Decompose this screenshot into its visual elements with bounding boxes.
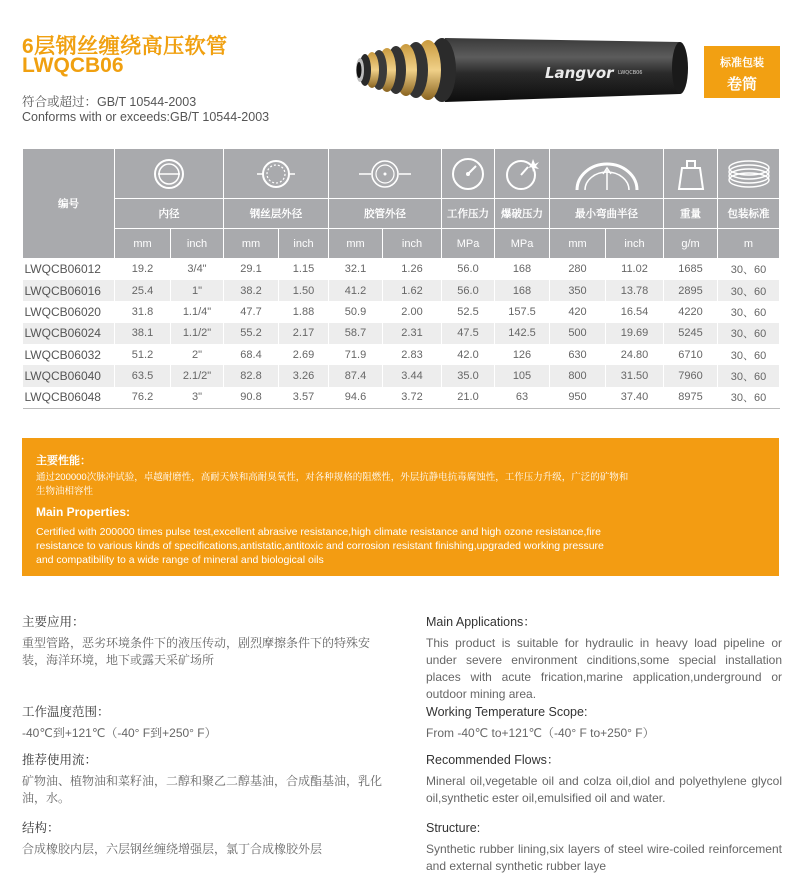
table-cell: 19.69	[606, 323, 664, 344]
flows-en	[426, 752, 782, 807]
table-cell: 157.5	[495, 301, 550, 322]
table-cell: 6710	[664, 344, 718, 365]
table-cell: 168	[495, 259, 550, 280]
unit-cell: m	[718, 229, 780, 259]
col-inner-diameter: 内径	[115, 199, 224, 229]
packaging-badge-line2: 卷筒	[726, 76, 757, 93]
temperature-en	[426, 704, 782, 742]
table-cell: 1.88	[279, 301, 329, 322]
table-cell: 350	[550, 280, 606, 301]
table-cell: 2.00	[383, 301, 442, 322]
properties-text-en: Certified with 200000 times pulse test,excellent abrasive resistance,high climate resistance and high ozone resistance,fire resistance to various kinds of specifications,antistatic,antitoxic and corrosion resistant finishing,upgraded working pressure and compatibility to a wide range of mineral and biological oils	[36, 526, 604, 566]
product-code-cell: LWQCB06024	[23, 323, 115, 344]
unit-cell: g/m	[664, 229, 718, 259]
table-cell: 94.6	[329, 387, 383, 408]
table-cell: 30、60	[718, 323, 780, 344]
burst-icon-cell	[495, 149, 550, 199]
product-code-cell: LWQCB06020	[23, 301, 115, 322]
inner-diameter-icon	[151, 156, 187, 192]
wire-layer-diameter-icon	[255, 156, 297, 192]
table-cell: 3.72	[383, 387, 442, 408]
table-cell: 21.0	[442, 387, 495, 408]
packaging-badge-line1: 标准包装	[720, 57, 764, 69]
table-cell: 2895	[664, 280, 718, 301]
table-row	[23, 280, 780, 301]
bend-icon-cell	[550, 149, 664, 199]
table-cell: 1.1/2"	[171, 323, 224, 344]
col-weight: 重量	[664, 199, 718, 229]
table-cell: 2.31	[383, 323, 442, 344]
structure-en	[426, 820, 782, 875]
hose-outer-diameter-icon	[357, 156, 413, 192]
table-cell: 800	[550, 365, 606, 386]
table-cell: 2.1/2"	[171, 365, 224, 386]
table-cell: 19.2	[115, 259, 171, 280]
col-hose-od: 胶管外径	[329, 199, 442, 229]
section-heading: 工作温度范围：	[22, 705, 110, 719]
table-cell: 38.1	[115, 323, 171, 344]
standard-cn: 符合或超过：GB/T 10544-2003	[22, 95, 197, 109]
table-cell: 3/4"	[171, 259, 224, 280]
table-cell: 2.69	[279, 344, 329, 365]
coil-icon-cell	[718, 149, 780, 199]
burst-gauge-icon	[504, 156, 540, 192]
temperature-cn	[22, 704, 392, 742]
col-packaging: 包装标准	[718, 199, 780, 229]
table-cell: 52.5	[442, 301, 495, 322]
properties-heading-en: Main Properties:	[36, 505, 131, 519]
spec-table	[22, 148, 780, 409]
table-cell: 105	[495, 365, 550, 386]
section-heading: Recommended Flows：	[426, 753, 560, 767]
table-cell: 56.0	[442, 280, 495, 301]
pressure-gauge-icon	[450, 156, 486, 192]
weight-icon	[676, 156, 706, 192]
section-text: -40℃到+121℃（-40° F到+250° F）	[22, 726, 217, 740]
table-cell: 3.57	[279, 387, 329, 408]
table-cell: 1.15	[279, 259, 329, 280]
unit-cell: inch	[606, 229, 664, 259]
table-cell: 50.9	[329, 301, 383, 322]
table-cell: 7960	[664, 365, 718, 386]
table-cell: 2"	[171, 344, 224, 365]
unit-cell: mm	[224, 229, 279, 259]
section-heading: Structure:	[426, 821, 481, 835]
table-cell: 87.4	[329, 365, 383, 386]
table-cell: 13.78	[606, 280, 664, 301]
section-heading: 推荐使用流：	[22, 753, 98, 767]
table-cell: 126	[495, 344, 550, 365]
table-cell: 5245	[664, 323, 718, 344]
unit-cell: MPa	[495, 229, 550, 259]
unit-cell: mm	[329, 229, 383, 259]
col-min-bend-radius: 最小弯曲半径	[550, 199, 664, 229]
hose-od-icon-cell	[329, 149, 442, 199]
section-text: This product is suitable for hydraulic in heavy load pipeline or under severe environment cinditions,some special installation places with acute frication,marine application,underground or outdoor mining area.	[426, 636, 782, 701]
section-heading: 主要应用：	[22, 615, 85, 629]
table-cell: 30、60	[718, 387, 780, 408]
product-code-cell: LWQCB06048	[23, 387, 115, 408]
applications-en	[426, 614, 782, 703]
col-wire-layer-od: 钢丝层外径	[224, 199, 329, 229]
table-cell: 2.17	[279, 323, 329, 344]
code-column-header: 编号	[23, 149, 115, 259]
table-cell: 3"	[171, 387, 224, 408]
table-cell: 47.5	[442, 323, 495, 344]
table-cell: 1.1/4"	[171, 301, 224, 322]
table-cell: 142.5	[495, 323, 550, 344]
section-heading: Working Temperature Scope:	[426, 705, 588, 719]
table-row	[23, 344, 780, 365]
table-cell: 630	[550, 344, 606, 365]
table-cell: 1"	[171, 280, 224, 301]
properties-heading-cn: 主要性能：	[36, 455, 91, 467]
table-cell: 30、60	[718, 301, 780, 322]
table-cell: 4220	[664, 301, 718, 322]
product-code-cell: LWQCB06016	[23, 280, 115, 301]
table-cell: 29.1	[224, 259, 279, 280]
unit-cell: inch	[383, 229, 442, 259]
product-code-cell: LWQCB06040	[23, 365, 115, 386]
section-text: 合成橡胶内层，六层钢丝缠绕增强层，氯丁合成橡胶外层	[22, 842, 323, 856]
table-cell: 168	[495, 280, 550, 301]
table-cell: 3.44	[383, 365, 442, 386]
table-cell: 76.2	[115, 387, 171, 408]
product-title-cn: 6层钢丝缠绕高压软管	[22, 35, 228, 58]
table-cell: 1.62	[383, 280, 442, 301]
table-cell: 56.0	[442, 259, 495, 280]
unit-cell: mm	[550, 229, 606, 259]
table-cell: 500	[550, 323, 606, 344]
table-cell: 24.80	[606, 344, 664, 365]
table-cell: 63.5	[115, 365, 171, 386]
wire-layer-icon-cell	[224, 149, 329, 199]
pressure-icon-cell	[442, 149, 495, 199]
unit-cell: MPa	[442, 229, 495, 259]
table-row	[23, 301, 780, 322]
standard-en: Conforms with or exceeds:GB/T 10544-2003	[22, 110, 270, 124]
table-cell: 63	[495, 387, 550, 408]
unit-cell: inch	[171, 229, 224, 259]
table-cell: 38.2	[224, 280, 279, 301]
applications-cn	[22, 614, 392, 669]
table-cell: 37.40	[606, 387, 664, 408]
table-cell: 25.4	[115, 280, 171, 301]
product-code: LWQCB06	[22, 54, 124, 77]
table-cell: 2.83	[383, 344, 442, 365]
packaging-badge	[704, 46, 780, 98]
table-cell: 71.9	[329, 344, 383, 365]
table-row	[23, 387, 780, 408]
table-cell: 30、60	[718, 259, 780, 280]
section-text: 矿物油、植物油和菜籽油，二醇和聚乙二醇基油，合成酯基油，乳化油，水。	[22, 774, 383, 805]
table-cell: 31.50	[606, 365, 664, 386]
table-cell: 11.02	[606, 259, 664, 280]
unit-cell: inch	[279, 229, 329, 259]
table-cell: 90.8	[224, 387, 279, 408]
inner-diameter-icon-cell	[115, 149, 224, 199]
table-cell: 30、60	[718, 280, 780, 301]
product-code-cell: LWQCB06012	[23, 259, 115, 280]
section-heading: 结构：	[22, 821, 60, 835]
hose-image	[350, 10, 695, 120]
table-cell: 280	[550, 259, 606, 280]
weight-icon-cell	[664, 149, 718, 199]
table-cell: 35.0	[442, 365, 495, 386]
table-cell: 420	[550, 301, 606, 322]
table-cell: 32.1	[329, 259, 383, 280]
section-text: 重型管路，恶劣环境条件下的液压传动，剧烈摩擦条件下的特殊安装，海洋环境，地下或露天采矿场所	[22, 636, 371, 667]
table-row	[23, 323, 780, 344]
coil-icon	[726, 156, 772, 192]
unit-cell: mm	[115, 229, 171, 259]
table-cell: 42.0	[442, 344, 495, 365]
table-cell: 1685	[664, 259, 718, 280]
flows-cn	[22, 752, 392, 807]
col-burst-pressure: 爆破压力	[495, 199, 550, 229]
hose-brand: Langvor	[545, 64, 614, 82]
properties-text-cn: 通过200000次脉冲试验，卓越耐磨性，高耐天候和高耐臭氧性，对各种规格的阻燃性，外层抗静电抗毒腐蚀性，工作压力升级，广泛的矿物和生物油相容性	[36, 472, 629, 497]
table-cell: 950	[550, 387, 606, 408]
section-text: Mineral oil,vegetable oil and colza oil,diol and polyethylene glycol oil,synthetic ester oil,emulsified oil and water.	[426, 774, 782, 805]
table-cell: 1.50	[279, 280, 329, 301]
main-properties-box	[22, 438, 779, 576]
table-cell: 16.54	[606, 301, 664, 322]
table-cell: 31.8	[115, 301, 171, 322]
bend-radius-icon	[572, 156, 642, 192]
table-cell: 30、60	[718, 365, 780, 386]
table-cell: 8975	[664, 387, 718, 408]
section-text: Synthetic rubber lining,six layers of steel wire-coiled reinforcement and external synthetic rubber laye	[426, 842, 782, 873]
table-cell: 58.7	[329, 323, 383, 344]
table-cell: 3.26	[279, 365, 329, 386]
table-row	[23, 259, 780, 280]
table-row	[23, 365, 780, 386]
section-text: From -40℃ to+121℃（-40° F to+250° F）	[426, 726, 655, 740]
product-code-cell: LWQCB06032	[23, 344, 115, 365]
section-heading: Main Applications：	[426, 615, 536, 629]
table-cell: 68.4	[224, 344, 279, 365]
table-cell: 1.26	[383, 259, 442, 280]
table-cell: 41.2	[329, 280, 383, 301]
table-cell: 51.2	[115, 344, 171, 365]
structure-cn	[22, 820, 392, 858]
col-working-pressure: 工作压力	[442, 199, 495, 229]
table-cell: 82.8	[224, 365, 279, 386]
table-cell: 47.7	[224, 301, 279, 322]
table-cell: 30、60	[718, 344, 780, 365]
hose-print: LWQCB06	[618, 70, 643, 76]
table-cell: 55.2	[224, 323, 279, 344]
